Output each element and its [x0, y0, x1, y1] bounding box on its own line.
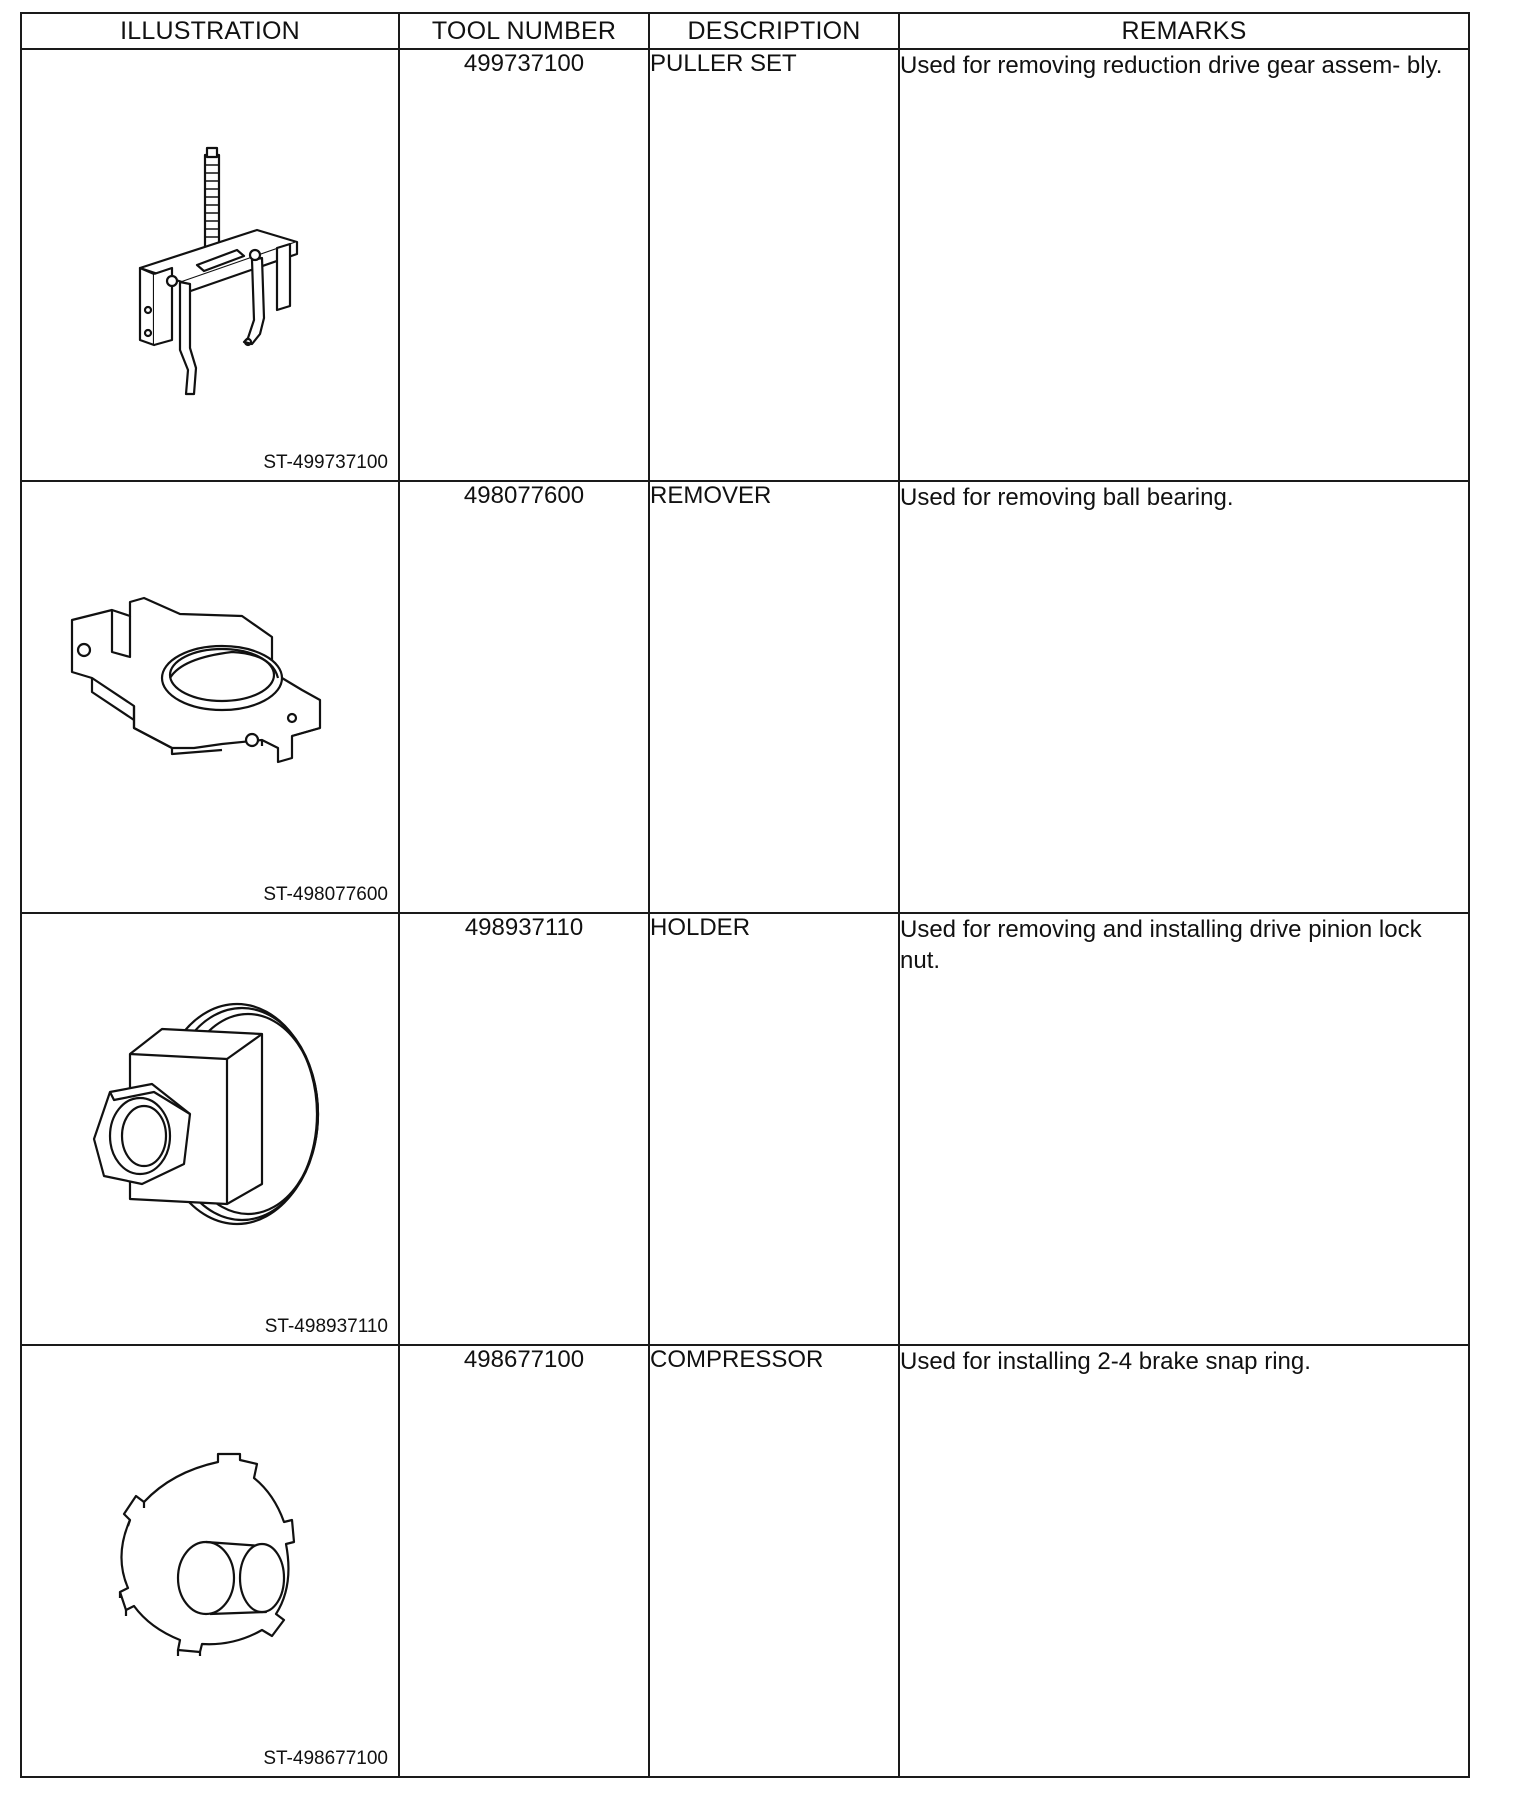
special-tools-table [20, 12, 1470, 1778]
table-header-row [21, 13, 1469, 49]
illustration-code: ST-499737100 [263, 452, 388, 473]
tool-number-cell: 498077600 [399, 481, 649, 913]
header-illustration: ILLUSTRATION [21, 13, 399, 49]
remarks-cell: Used for installing 2-4 brake snap ring. [899, 1345, 1469, 1777]
remover-icon [22, 482, 400, 912]
description-cell: HOLDER [649, 913, 899, 1345]
remarks-cell: Used for removing reduction drive gear assem- bly. [899, 49, 1469, 481]
compressor-icon [22, 1346, 400, 1776]
illustration-code: ST-498937110 [264, 1316, 388, 1337]
table-row [21, 481, 1469, 913]
table-row [21, 1345, 1469, 1777]
remarks-cell: Used for removing and installing drive pinion lock nut. [899, 913, 1469, 1345]
illustration-cell [21, 1345, 399, 1777]
tool-number-cell: 498677100 [399, 1345, 649, 1777]
illustration-code: ST-498077600 [263, 884, 388, 905]
special-tools-sheet [20, 12, 1468, 1787]
description-cell: PULLER SET [649, 49, 899, 481]
tool-number-cell: 499737100 [399, 49, 649, 481]
table-row [21, 913, 1469, 1345]
description-cell: COMPRESSOR [649, 1345, 899, 1777]
remarks-cell: Used for removing ball bearing. [899, 481, 1469, 913]
puller-set-icon [22, 50, 400, 480]
holder-icon [22, 914, 400, 1344]
table-row [21, 49, 1469, 481]
header-remarks: REMARKS [899, 13, 1469, 49]
header-tool-number: TOOL NUMBER [399, 13, 649, 49]
tool-number-cell: 498937110 [399, 913, 649, 1345]
illustration-code: ST-498677100 [263, 1748, 388, 1769]
illustration-cell [21, 481, 399, 913]
header-description: DESCRIPTION [649, 13, 899, 49]
illustration-cell [21, 49, 399, 481]
description-cell: REMOVER [649, 481, 899, 913]
illustration-cell [21, 913, 399, 1345]
